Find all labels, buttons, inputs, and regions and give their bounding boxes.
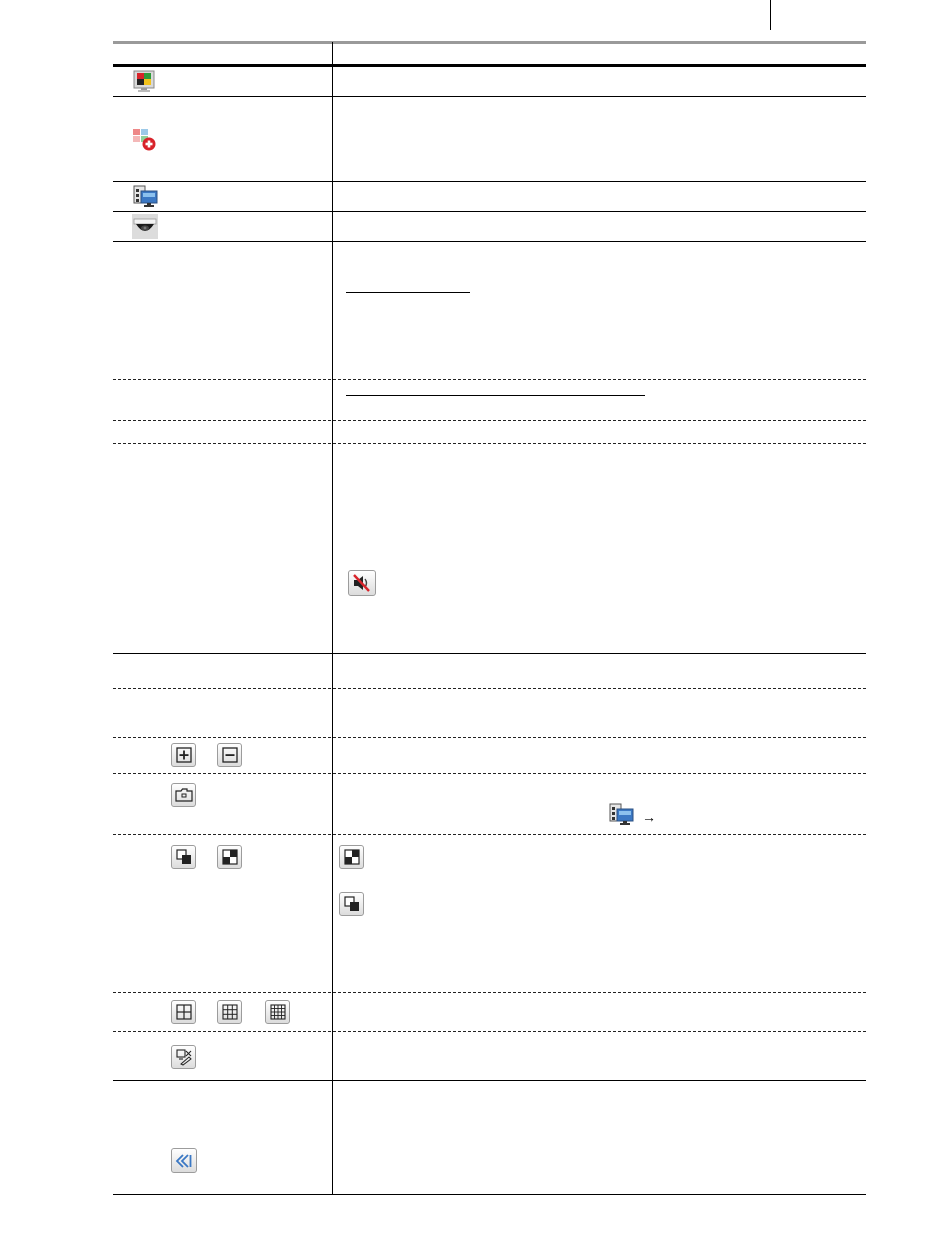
edit-tools-button[interactable] [171, 1045, 196, 1069]
zoom-in-icon [176, 747, 192, 763]
column-divider [332, 42, 333, 1194]
row-divider [113, 1080, 866, 1081]
row-divider [113, 96, 866, 97]
screen-layout-icon [133, 185, 158, 208]
pip-button[interactable] [171, 845, 196, 869]
zoom-in-button[interactable] [171, 743, 196, 767]
row-divider [113, 420, 866, 421]
grid-3x3-icon [222, 1004, 238, 1020]
table-bottom-rule [113, 1194, 866, 1195]
checker-pattern-icon [222, 849, 238, 865]
underlined-text-mark [346, 395, 645, 396]
row-divider [113, 241, 866, 242]
checker-pattern-icon [344, 849, 360, 865]
screen-layout-icon [609, 803, 634, 826]
dome-camera-icon [132, 214, 158, 239]
zoom-out-button[interactable] [217, 743, 242, 767]
audio-mute-button[interactable] [348, 570, 376, 596]
row-divider [113, 688, 866, 689]
snapshot-button[interactable] [171, 783, 196, 807]
layout-remove-icon [132, 128, 158, 152]
table-header-bottom-rule [113, 64, 866, 67]
edit-tools-icon [175, 1048, 193, 1066]
row-divider [113, 653, 866, 654]
monitor-screen-icon [133, 70, 155, 94]
row-divider [113, 181, 866, 182]
row-divider [113, 211, 866, 212]
row-divider [113, 773, 866, 774]
grid-4x4-icon [270, 1004, 286, 1020]
underlined-text-mark [346, 292, 470, 293]
snapshot-folder-icon [175, 787, 193, 803]
row-divider [113, 834, 866, 835]
checker-layout-button[interactable] [339, 845, 364, 869]
grid-4x4-button[interactable] [265, 1000, 290, 1024]
arrow-right-glyph: → [642, 809, 656, 825]
table-header-top-rule [113, 41, 866, 44]
checker-layout-button[interactable] [217, 845, 242, 869]
row-divider [113, 1031, 866, 1032]
row-divider [113, 737, 866, 738]
pip-button[interactable] [339, 892, 364, 916]
grid-2x2-icon [176, 1004, 192, 1020]
zoom-out-icon [222, 747, 238, 763]
row-divider [113, 992, 866, 993]
picture-in-picture-icon [344, 896, 360, 912]
audio-mute-icon [351, 573, 373, 593]
grid-2x2-button[interactable] [171, 1000, 196, 1024]
page-corner-mark [770, 0, 771, 30]
rewind-button[interactable] [171, 1148, 197, 1173]
row-divider [113, 379, 866, 380]
picture-in-picture-icon [176, 849, 192, 865]
rewind-icon [175, 1154, 193, 1168]
grid-3x3-button[interactable] [217, 1000, 242, 1024]
row-divider [113, 443, 866, 444]
